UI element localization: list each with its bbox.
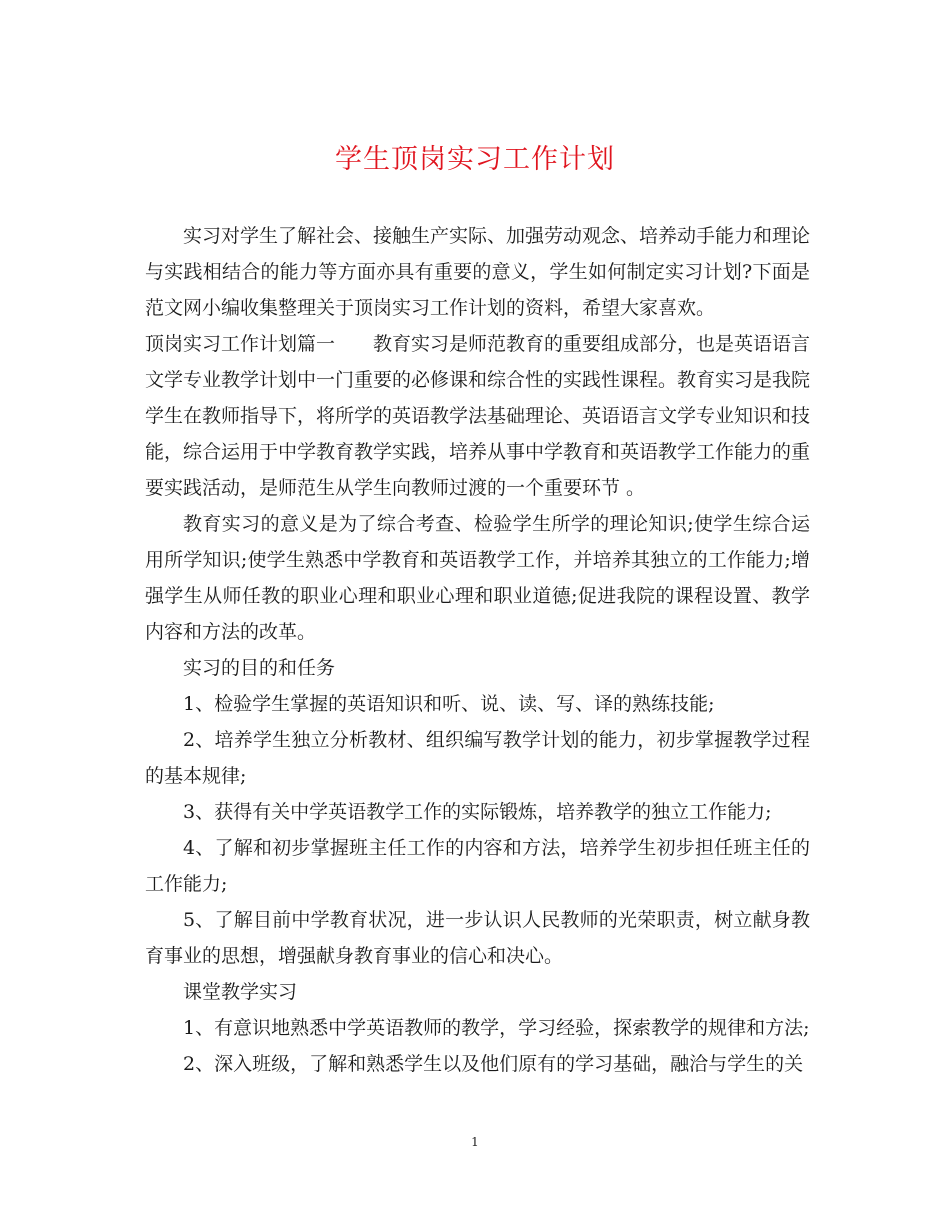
classroom-item-1: 1、有意识地熟悉中学英语教师的教学，学习经验，探索教学的规律和方法;	[183, 1017, 810, 1039]
goal-item-4: 4、了解和初步掌握班主任工作的内容和方法，培养学生初步担任班主任的工作能力;	[145, 837, 810, 895]
paragraph-significance: 教育实习的意义是为了综合考查、检验学生所学的理论知识;使学生综合运用所学知识;使学生熟悉中学教育和英语教学工作，并培养其独立的工作能力;增强学生从师任教的职业心理和职业心理和职业道德;促进我院的课程设置、教学内容和方法的改革。	[145, 513, 810, 643]
document-title: 学生顶岗实习工作计划	[335, 144, 615, 175]
section-heading-goals: 实习的目的和任务	[183, 657, 336, 679]
paragraph-plan-one: 顶岗实习工作计划篇一 教育实习是师范教育的重要组成部分，也是英语语言文学专业教学计划中一门重要的必修课和综合性的实践性课程。教育实习是我院学生在教师指导下，将所学的英语教学法基础理论、英语语言文学专业知识和技能，综合运用于中学教育教学实践，培养从事中学教育和英语教学工作能力的重要实践活动，是师范生从学生向教师过渡的一个重要环节 。	[145, 333, 811, 499]
page-number: 1	[471, 1135, 479, 1149]
goal-item-2: 2、培养学生独立分析教材、组织编写教学计划的能力，初步掌握教学过程的基本规律;	[145, 729, 810, 787]
goal-item-1: 1、检验学生掌握的英语知识和听、说、读、写、译的熟练技能;	[183, 693, 715, 715]
goal-item-3: 3、获得有关中学英语教学工作的实际锻炼，培养教学的独立工作能力;	[183, 801, 772, 823]
document-body	[145, 218, 810, 1082]
goal-item-5: 5、了解目前中学教育状况，进一步认识人民教师的光荣职责，树立献身教育事业的思想，增强献身教育事业的信心和决心。	[145, 909, 810, 967]
paragraph-intro: 实习对学生了解社会、接触生产实际、加强劳动观念、培养动手能力和理论与实践相结合的能力等方面亦具有重要的意义，学生如何制定实习计划?下面是范文网小编收集整理关于顶岗实习工作计划的资料，希望大家喜欢。	[145, 225, 811, 319]
classroom-item-2: 2、深入班级，了解和熟悉学生以及他们原有的学习基础，融洽与学生的关	[183, 1053, 804, 1075]
section-heading-classroom: 课堂教学实习	[183, 981, 298, 1003]
